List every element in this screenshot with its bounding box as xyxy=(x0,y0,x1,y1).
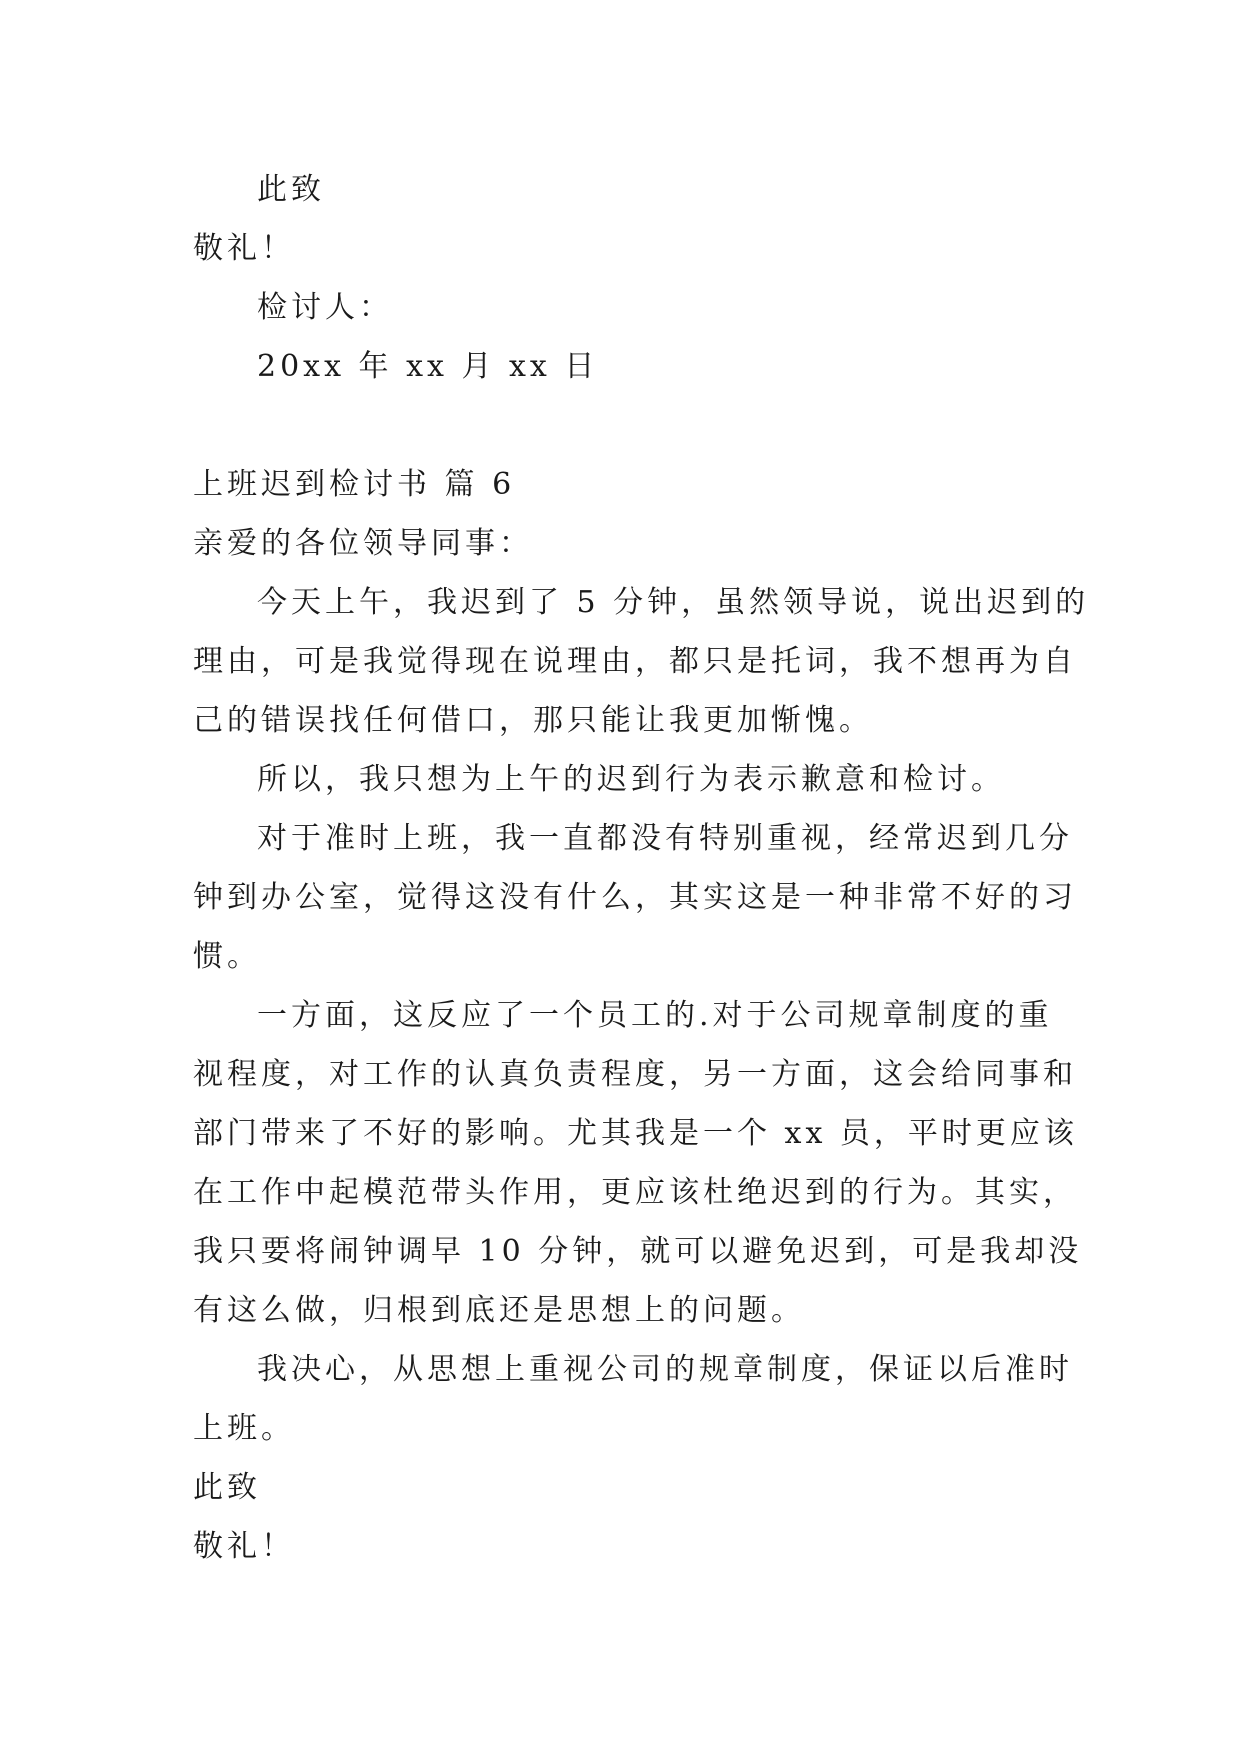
paragraph-line: 在工作中起模范带头作用，更应该杜绝迟到的行为。其实， xyxy=(193,1175,1077,1210)
salute-text: 敬礼！ xyxy=(193,1529,295,1564)
paragraph-line: 视程度，对工作的认真负责程度，另一方面，这会给同事和 xyxy=(193,1057,1077,1092)
paragraph-line: 己的错误找任何借口，那只能让我更加惭愧。 xyxy=(193,703,873,738)
paragraph-line: 上班。 xyxy=(193,1411,295,1446)
date-text: 20xx 年 xx 月 xx 日 xyxy=(257,349,599,384)
paragraph-1 xyxy=(193,573,1090,750)
paragraph-line: 我决心，从思想上重视公司的规章制度，保证以后准时 xyxy=(257,1352,1073,1387)
paragraph-line: 我只要将闹钟调早 10 分钟，就可以避免迟到，可是我却没 xyxy=(193,1234,1083,1269)
paragraph-line: 部门带来了不好的影响。尤其我是一个 xx 员，平时更应该 xyxy=(193,1116,1078,1151)
document-body xyxy=(193,160,1090,1576)
signer-label: 检讨人： xyxy=(257,290,393,325)
paragraph-line: 对于准时上班，我一直都没有特别重视，经常迟到几分 xyxy=(257,821,1073,856)
greeting-text: 亲爱的各位领导同事： xyxy=(193,526,533,561)
paragraph-4 xyxy=(193,986,1083,1340)
paragraph-line: 有这么做，归根到底还是思想上的问题。 xyxy=(193,1293,805,1328)
paragraph-line: 所以，我只想为上午的迟到行为表示歉意和检讨。 xyxy=(257,762,1005,797)
paragraph-line: 钟到办公室，觉得这没有什么，其实这是一种非常不好的习 xyxy=(193,880,1077,915)
paragraph-line: 今天上午，我迟到了 5 分钟，虽然领导说，说出迟到的 xyxy=(257,585,1090,620)
paragraph-line: 一方面，这反应了一个员工的.对于公司规章制度的重 xyxy=(257,998,1053,1033)
section-title: 上班迟到检讨书 篇 6 xyxy=(193,467,516,502)
closing-text: 此致 xyxy=(257,172,325,207)
paragraph-line: 惯。 xyxy=(193,939,261,974)
paragraph-line: 理由，可是我觉得现在说理由，都只是托词，我不想再为自 xyxy=(193,644,1077,679)
paragraph-3 xyxy=(193,809,1077,986)
salute-text: 敬礼！ xyxy=(193,231,295,266)
paragraph-2 xyxy=(193,750,1057,809)
closing-text: 此致 xyxy=(193,1470,261,1505)
paragraph-5 xyxy=(193,1340,1073,1458)
section-gap xyxy=(193,396,1057,455)
